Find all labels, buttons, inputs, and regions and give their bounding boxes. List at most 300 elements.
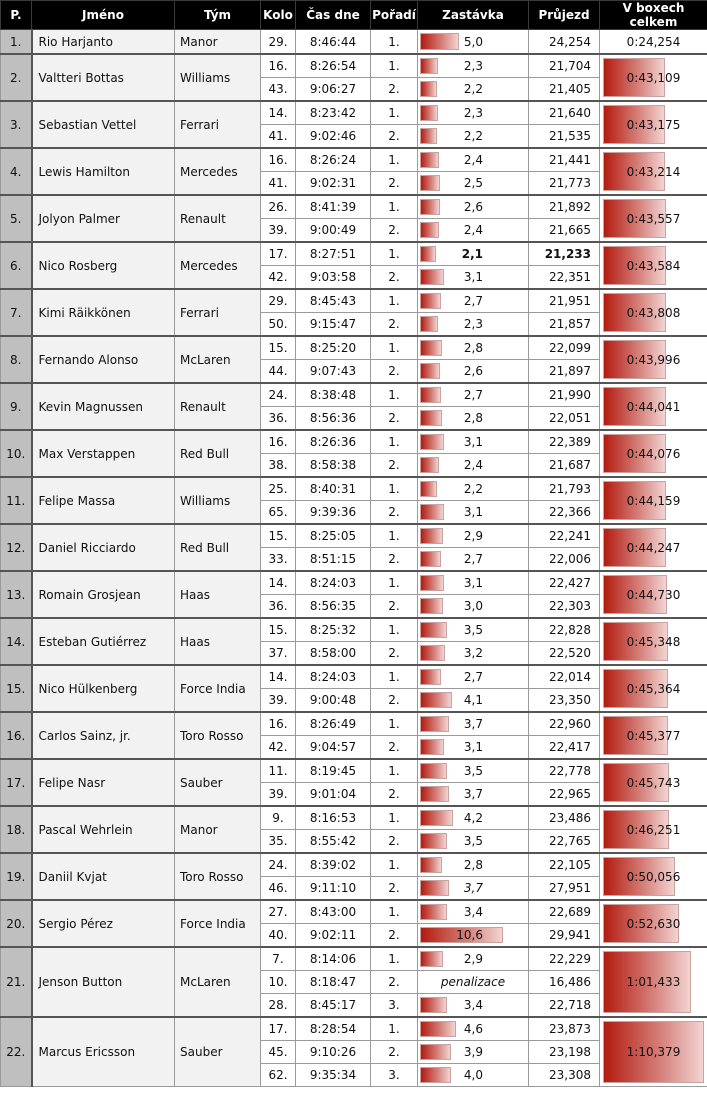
time-cell: 8:41:39 (296, 195, 371, 219)
total-cell (600, 148, 707, 195)
table-row (1, 383, 707, 407)
lap-cell: 39. (261, 689, 296, 713)
pass-cell: 21,441 (529, 148, 600, 172)
total-value: 0:45,348 (626, 634, 681, 649)
time-cell: 9:04:57 (296, 736, 371, 760)
total-cell (600, 195, 707, 242)
lap-cell: 39. (261, 783, 296, 807)
driver-name-cell: Felipe Massa (32, 477, 175, 524)
position-cell: 22. (1, 1017, 32, 1087)
stop-value: 2,4 (463, 153, 483, 167)
pass-cell: 22,241 (529, 524, 600, 548)
lap-cell: 28. (261, 994, 296, 1018)
stop-value: 2,7 (463, 388, 483, 402)
total-value: 0:24,254 (626, 34, 681, 49)
team-cell: Red Bull (175, 524, 261, 571)
stop-cell (418, 830, 529, 854)
header-time: Čas dne (296, 1, 371, 30)
time-cell: 9:00:48 (296, 689, 371, 713)
stop-cell (418, 1041, 529, 1064)
table-row (1, 54, 707, 78)
time-cell: 8:46:44 (296, 30, 371, 55)
stop-cell (418, 783, 529, 807)
stop-cell (418, 125, 529, 149)
order-cell: 2. (371, 313, 418, 337)
position-cell: 14. (1, 618, 32, 665)
order-cell: 2. (371, 78, 418, 102)
order-cell: 2. (371, 454, 418, 478)
team-cell: Sauber (175, 759, 261, 806)
order-cell: 1. (371, 242, 418, 266)
pass-cell: 22,051 (529, 407, 600, 431)
stop-value: 4,1 (463, 693, 483, 707)
team-cell: Manor (175, 806, 261, 853)
stop-cell (418, 665, 529, 689)
lap-cell: 29. (261, 30, 296, 55)
total-value: 0:52,630 (626, 916, 681, 931)
stop-cell (418, 54, 529, 78)
team-cell: Williams (175, 477, 261, 524)
lap-cell: 11. (261, 759, 296, 783)
position-cell: 9. (1, 383, 32, 430)
position-cell: 20. (1, 900, 32, 947)
pass-cell: 22,229 (529, 947, 600, 971)
pass-cell: 21,687 (529, 454, 600, 478)
stop-value: 3,5 (463, 623, 483, 637)
order-cell: 1. (371, 571, 418, 595)
pass-cell: 16,486 (529, 971, 600, 994)
order-cell: 1. (371, 947, 418, 971)
stop-value: 3,1 (463, 740, 483, 754)
position-cell: 19. (1, 853, 32, 900)
driver-name-cell: Nico Rosberg (32, 242, 175, 289)
lap-cell: 65. (261, 501, 296, 525)
pass-cell: 23,198 (529, 1041, 600, 1064)
total-value: 0:45,377 (626, 728, 681, 743)
pass-cell: 22,389 (529, 430, 600, 454)
pass-cell: 27,951 (529, 877, 600, 901)
penalty-label: penalizace (440, 975, 506, 989)
time-cell: 9:00:49 (296, 219, 371, 243)
lap-cell: 37. (261, 642, 296, 666)
team-cell: Toro Rosso (175, 853, 261, 900)
time-cell: 8:45:17 (296, 994, 371, 1018)
stop-cell (418, 407, 529, 431)
total-cell (600, 947, 707, 1017)
header-team: Tým (175, 1, 261, 30)
driver-name-cell: Felipe Nasr (32, 759, 175, 806)
lap-cell: 14. (261, 665, 296, 689)
stop-value: 5,0 (463, 34, 483, 49)
table-row (1, 618, 707, 642)
total-value: 0:45,743 (626, 775, 681, 790)
stop-cell (418, 971, 529, 994)
time-cell: 8:25:20 (296, 336, 371, 360)
order-cell: 2. (371, 783, 418, 807)
time-cell: 8:25:05 (296, 524, 371, 548)
stop-value: 3,9 (463, 1045, 483, 1059)
lap-cell: 41. (261, 125, 296, 149)
table-row (1, 759, 707, 783)
order-cell: 2. (371, 219, 418, 243)
stop-value: 3,5 (463, 764, 483, 778)
order-cell: 2. (371, 548, 418, 572)
pass-cell: 21,405 (529, 78, 600, 102)
order-cell: 1. (371, 665, 418, 689)
total-value: 0:44,041 (626, 399, 681, 414)
position-cell: 3. (1, 101, 32, 148)
stop-value: 3,1 (463, 576, 483, 590)
time-cell: 8:38:48 (296, 383, 371, 407)
pass-cell: 22,427 (529, 571, 600, 595)
order-cell: 2. (371, 877, 418, 901)
order-cell: 1. (371, 759, 418, 783)
total-value: 0:44,247 (626, 540, 681, 555)
lap-cell: 14. (261, 571, 296, 595)
time-cell: 9:02:31 (296, 172, 371, 196)
time-cell: 8:56:35 (296, 595, 371, 619)
stop-value: 2,7 (463, 294, 483, 308)
team-cell: Force India (175, 665, 261, 712)
pass-cell: 21,640 (529, 101, 600, 125)
stop-value: 3,7 (463, 787, 483, 801)
lap-cell: 14. (261, 101, 296, 125)
stop-cell (418, 266, 529, 290)
total-value: 0:43,996 (626, 352, 681, 367)
pass-cell: 23,873 (529, 1017, 600, 1041)
lap-cell: 45. (261, 1041, 296, 1064)
stop-cell (418, 78, 529, 102)
lap-cell: 17. (261, 242, 296, 266)
stop-value: 3,0 (463, 599, 483, 613)
team-cell: Mercedes (175, 148, 261, 195)
position-cell: 10. (1, 430, 32, 477)
stop-value: 2,4 (463, 223, 483, 237)
pass-cell: 22,417 (529, 736, 600, 760)
position-cell: 6. (1, 242, 32, 289)
stop-value: 3,1 (463, 505, 483, 519)
total-value: 0:43,584 (626, 258, 681, 273)
team-cell: Toro Rosso (175, 712, 261, 759)
order-cell: 2. (371, 407, 418, 431)
time-cell: 9:11:10 (296, 877, 371, 901)
lap-cell: 36. (261, 595, 296, 619)
table-row (1, 30, 707, 55)
pass-cell: 22,006 (529, 548, 600, 572)
stop-cell (418, 618, 529, 642)
time-cell: 8:28:54 (296, 1017, 371, 1041)
total-value: 1:01,433 (626, 975, 681, 989)
stop-cell (418, 900, 529, 924)
total-value: 0:50,056 (626, 869, 681, 884)
table-row (1, 1017, 707, 1041)
time-cell: 8:26:49 (296, 712, 371, 736)
order-cell: 1. (371, 477, 418, 501)
stop-cell (418, 1064, 529, 1087)
team-cell: McLaren (175, 947, 261, 1017)
stop-value: 2,9 (463, 529, 483, 543)
total-cell (600, 1017, 707, 1087)
position-cell: 8. (1, 336, 32, 383)
stop-cell (418, 219, 529, 243)
team-cell: Force India (175, 900, 261, 947)
lap-cell: 9. (261, 806, 296, 830)
driver-name-cell: Nico Hülkenberg (32, 665, 175, 712)
lap-cell: 29. (261, 289, 296, 313)
stop-cell (418, 689, 529, 713)
time-cell: 8:58:00 (296, 642, 371, 666)
total-value: 0:43,808 (626, 305, 681, 320)
driver-name-cell: Kimi Räikkönen (32, 289, 175, 336)
driver-name-cell: Marcus Ericsson (32, 1017, 175, 1087)
order-cell: 2. (371, 172, 418, 196)
stop-value: 4,2 (463, 811, 483, 825)
pass-cell: 22,718 (529, 994, 600, 1018)
time-cell: 9:06:27 (296, 78, 371, 102)
time-cell: 9:03:58 (296, 266, 371, 290)
total-value: 0:44,076 (626, 446, 681, 461)
time-cell: 8:25:32 (296, 618, 371, 642)
stop-value: 2,6 (463, 200, 483, 214)
stop-value: 2,8 (463, 341, 483, 355)
pass-cell: 21,857 (529, 313, 600, 337)
total-cell (600, 665, 707, 712)
team-cell: Haas (175, 571, 261, 618)
position-cell: 18. (1, 806, 32, 853)
stop-cell (418, 806, 529, 830)
table-row (1, 195, 707, 219)
order-cell: 1. (371, 101, 418, 125)
lap-cell: 15. (261, 618, 296, 642)
pass-cell: 23,486 (529, 806, 600, 830)
stop-value: 2,2 (463, 82, 483, 96)
lap-cell: 15. (261, 524, 296, 548)
total-cell (600, 524, 707, 571)
stop-value: 2,3 (463, 59, 483, 73)
stop-cell (418, 148, 529, 172)
driver-name-cell: Daniil Kvjat (32, 853, 175, 900)
total-cell (600, 712, 707, 759)
team-cell: Ferrari (175, 289, 261, 336)
table-row (1, 148, 707, 172)
stop-value: 2,5 (463, 176, 483, 190)
lap-cell: 10. (261, 971, 296, 994)
time-cell: 8:18:47 (296, 971, 371, 994)
stop-cell (418, 172, 529, 196)
total-cell (600, 383, 707, 430)
lap-cell: 41. (261, 172, 296, 196)
total-value: 0:46,251 (626, 822, 681, 837)
stop-cell (418, 383, 529, 407)
lap-cell: 16. (261, 54, 296, 78)
stop-value: 2,8 (463, 411, 483, 425)
time-cell: 8:24:03 (296, 665, 371, 689)
stop-value: 2,4 (463, 458, 483, 472)
stop-cell (418, 736, 529, 760)
driver-name-cell: Sergio Pérez (32, 900, 175, 947)
table-row (1, 712, 707, 736)
stop-cell (418, 524, 529, 548)
pass-cell: 21,897 (529, 360, 600, 384)
driver-name-cell: Carlos Sainz, jr. (32, 712, 175, 759)
order-cell: 1. (371, 712, 418, 736)
lap-cell: 40. (261, 924, 296, 948)
stop-cell (418, 1017, 529, 1041)
time-cell: 9:02:46 (296, 125, 371, 149)
lap-cell: 16. (261, 430, 296, 454)
driver-name-cell: Jolyon Palmer (32, 195, 175, 242)
table-row (1, 101, 707, 125)
stop-value: 2,2 (463, 482, 483, 496)
position-cell: 13. (1, 571, 32, 618)
time-cell: 8:56:36 (296, 407, 371, 431)
table-row (1, 242, 707, 266)
team-cell: Red Bull (175, 430, 261, 477)
stop-cell (418, 924, 529, 948)
stop-cell (418, 195, 529, 219)
stop-cell (418, 30, 529, 55)
table-row (1, 665, 707, 689)
order-cell: 2. (371, 125, 418, 149)
order-cell: 2. (371, 736, 418, 760)
position-cell: 2. (1, 54, 32, 101)
lap-cell: 24. (261, 383, 296, 407)
lap-cell: 27. (261, 900, 296, 924)
header-stop: Zastávka (418, 1, 529, 30)
pass-cell: 22,960 (529, 712, 600, 736)
pass-cell: 21,793 (529, 477, 600, 501)
total-value: 0:43,557 (626, 211, 681, 226)
stop-value: 2,9 (463, 952, 483, 966)
position-cell: 7. (1, 289, 32, 336)
stop-cell (418, 595, 529, 619)
time-cell: 9:02:11 (296, 924, 371, 948)
driver-name-cell: Pascal Wehrlein (32, 806, 175, 853)
total-cell (600, 853, 707, 900)
header-order: Pořadí (371, 1, 418, 30)
pass-cell: 22,105 (529, 853, 600, 877)
team-cell: McLaren (175, 336, 261, 383)
position-cell: 12. (1, 524, 32, 571)
stop-cell (418, 994, 529, 1018)
order-cell: 1. (371, 289, 418, 313)
lap-cell: 38. (261, 454, 296, 478)
team-cell: Renault (175, 195, 261, 242)
position-cell: 21. (1, 947, 32, 1017)
position-cell: 11. (1, 477, 32, 524)
total-cell (600, 242, 707, 289)
total-cell (600, 336, 707, 383)
pass-cell: 22,303 (529, 595, 600, 619)
order-cell: 1. (371, 1017, 418, 1041)
header-total: V boxech celkem (600, 1, 707, 30)
header-lap: Kolo (261, 1, 296, 30)
position-cell: 1. (1, 30, 32, 55)
total-cell (600, 477, 707, 524)
time-cell: 8:43:00 (296, 900, 371, 924)
team-cell: Haas (175, 618, 261, 665)
team-cell: Sauber (175, 1017, 261, 1087)
driver-name-cell: Max Verstappen (32, 430, 175, 477)
stop-cell (418, 712, 529, 736)
stop-value: 4,0 (463, 1068, 483, 1082)
lap-cell: 36. (261, 407, 296, 431)
lap-cell: 33. (261, 548, 296, 572)
total-cell (600, 618, 707, 665)
order-cell: 1. (371, 30, 418, 55)
lap-cell: 44. (261, 360, 296, 384)
time-cell: 8:26:36 (296, 430, 371, 454)
stop-value: 3,2 (463, 646, 483, 660)
table-row (1, 430, 707, 454)
time-cell: 8:16:53 (296, 806, 371, 830)
total-value: 0:45,364 (626, 681, 681, 696)
driver-name-cell: Valtteri Bottas (32, 54, 175, 101)
team-cell: Manor (175, 30, 261, 55)
driver-name-cell: Lewis Hamilton (32, 148, 175, 195)
stop-value: 3,7 (463, 717, 483, 731)
time-cell: 8:40:31 (296, 477, 371, 501)
lap-cell: 7. (261, 947, 296, 971)
order-cell: 1. (371, 524, 418, 548)
table-row (1, 571, 707, 595)
total-cell (600, 30, 707, 55)
pass-cell: 22,014 (529, 665, 600, 689)
pass-cell: 21,665 (529, 219, 600, 243)
stop-value: 3,7 (463, 881, 483, 895)
stop-cell (418, 548, 529, 572)
lap-cell: 50. (261, 313, 296, 337)
time-cell: 9:35:34 (296, 1064, 371, 1087)
table-row (1, 900, 707, 924)
stop-value: 2,1 (461, 247, 483, 261)
lap-cell: 42. (261, 736, 296, 760)
position-cell: 4. (1, 148, 32, 195)
time-cell: 9:10:26 (296, 1041, 371, 1064)
total-cell (600, 806, 707, 853)
stop-value: 2,7 (463, 552, 483, 566)
pass-cell: 22,520 (529, 642, 600, 666)
total-cell (600, 289, 707, 336)
pass-cell: 22,778 (529, 759, 600, 783)
stop-value: 2,7 (463, 670, 483, 684)
lap-cell: 25. (261, 477, 296, 501)
total-cell (600, 430, 707, 477)
pass-cell: 24,254 (529, 30, 600, 55)
order-cell: 1. (371, 195, 418, 219)
pass-cell: 21,704 (529, 54, 600, 78)
table-row (1, 806, 707, 830)
stop-value: 2,2 (463, 129, 483, 143)
driver-name-cell: Romain Grosjean (32, 571, 175, 618)
stop-cell (418, 454, 529, 478)
stop-cell (418, 101, 529, 125)
stop-cell (418, 360, 529, 384)
pass-cell: 22,765 (529, 830, 600, 854)
stop-value: 2,3 (463, 106, 483, 120)
order-cell: 1. (371, 336, 418, 360)
driver-name-cell: Esteban Gutiérrez (32, 618, 175, 665)
order-cell: 1. (371, 383, 418, 407)
total-value: 0:43,214 (626, 164, 681, 179)
order-cell: 2. (371, 266, 418, 290)
stop-cell (418, 242, 529, 266)
lap-cell: 46. (261, 877, 296, 901)
order-cell: 2. (371, 595, 418, 619)
stop-cell (418, 642, 529, 666)
pass-cell: 21,951 (529, 289, 600, 313)
stop-cell (418, 759, 529, 783)
